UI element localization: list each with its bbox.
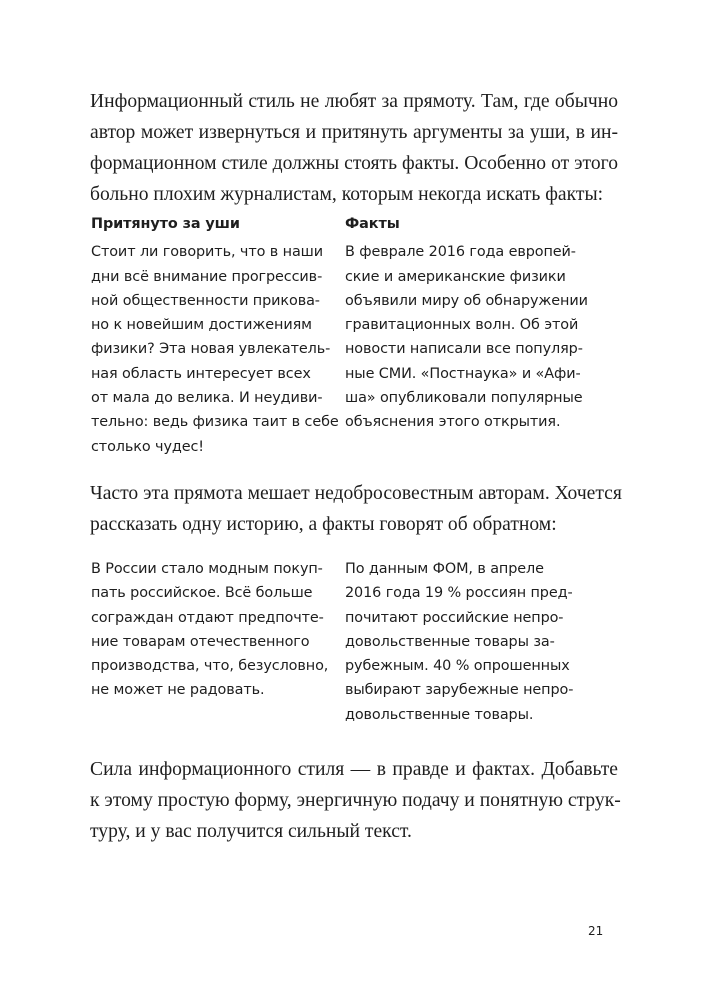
text-line: ной общественности прикова- xyxy=(91,292,320,309)
text-line: формационном стиле должны стоять факты. Особенно от этого xyxy=(90,153,618,174)
text-line: ние товарам отечественного xyxy=(91,633,310,650)
text-line: рубежным. 40 % опрошенных xyxy=(345,658,570,675)
text-line: гравитационных волн. Об этой xyxy=(345,317,579,334)
text-line: рассказать одну историю, а факты говорят об обратном: xyxy=(90,514,557,535)
text-line: производства, что, безусловно, xyxy=(91,658,329,675)
text-line: почитают российские непро- xyxy=(345,609,564,626)
text-line: не может не радовать. xyxy=(91,682,265,699)
text-line: новости написали все популяр- xyxy=(345,341,583,358)
text-line: ная область интересует всех xyxy=(91,365,311,382)
example1-bad-column xyxy=(91,212,339,459)
text-line: Сила информационного стиля — в правде и фактах. Добавьте xyxy=(90,759,618,780)
example1-facts-column xyxy=(345,212,588,435)
text-line: довольственные товары за- xyxy=(345,633,555,650)
text-line: но к новейшим достижениям xyxy=(91,317,312,334)
text-line: ша» опубликовали популярные xyxy=(345,390,583,407)
example2-facts-column xyxy=(345,557,585,727)
example1-facts-heading: Факты xyxy=(345,216,400,232)
text-line: автор может извернуться и притянуть аргументы за уши, в ин- xyxy=(90,122,618,143)
text-line: больно плохим журналистам, которым некогда искать факты: xyxy=(90,184,604,205)
text-line: выбирают зарубежные непро- xyxy=(345,682,574,699)
text-line: 2016 года 19 % россиян пред- xyxy=(345,585,573,602)
text-line: Часто эта прямота мешает недобросовестным авторам. Хочется xyxy=(90,483,622,504)
example1-bad-heading: Притянуто за уши xyxy=(91,216,240,232)
text-line: ные СМИ. «Постнаука» и «Афи- xyxy=(345,365,581,382)
middle-paragraph xyxy=(90,478,622,540)
text-line: от мала до велика. И неудиви- xyxy=(91,390,323,407)
conclusion-paragraph xyxy=(90,754,621,847)
text-line: объяснения этого открытия. xyxy=(345,414,561,431)
page-number: 21 xyxy=(588,924,604,938)
text-line: По данным ФОМ, в апреле xyxy=(345,561,544,577)
text-line: Информационный стиль не любят за прямоту. Там, где обычно xyxy=(90,91,618,112)
text-line: столько чудес! xyxy=(91,438,204,455)
text-line: туру, и у вас получится сильный текст. xyxy=(90,821,412,842)
intro-paragraph xyxy=(90,86,618,210)
text-line: физики? Эта новая увлекатель- xyxy=(91,341,331,358)
text-line: объявили миру об обнаружении xyxy=(345,292,588,309)
text-line: дни всё внимание прогрессив- xyxy=(91,268,323,285)
text-line: Стоит ли говорить, что в наши xyxy=(91,244,323,261)
text-line: сограждан отдают предпочте- xyxy=(91,609,324,626)
text-line: пать российское. Всё больше xyxy=(91,585,313,602)
text-line: тельно: ведь физика таит в себе xyxy=(91,414,339,431)
text-line: В феврале 2016 года европей- xyxy=(345,244,576,261)
text-line: ские и американские физики xyxy=(345,268,566,285)
text-line: довольственные товары. xyxy=(345,706,534,723)
example2-bad-column xyxy=(91,557,331,703)
text-line: к этому простую форму, энергичную подачу и понятную струк- xyxy=(90,790,621,811)
text-line: В России стало модным покуп- xyxy=(91,561,323,577)
